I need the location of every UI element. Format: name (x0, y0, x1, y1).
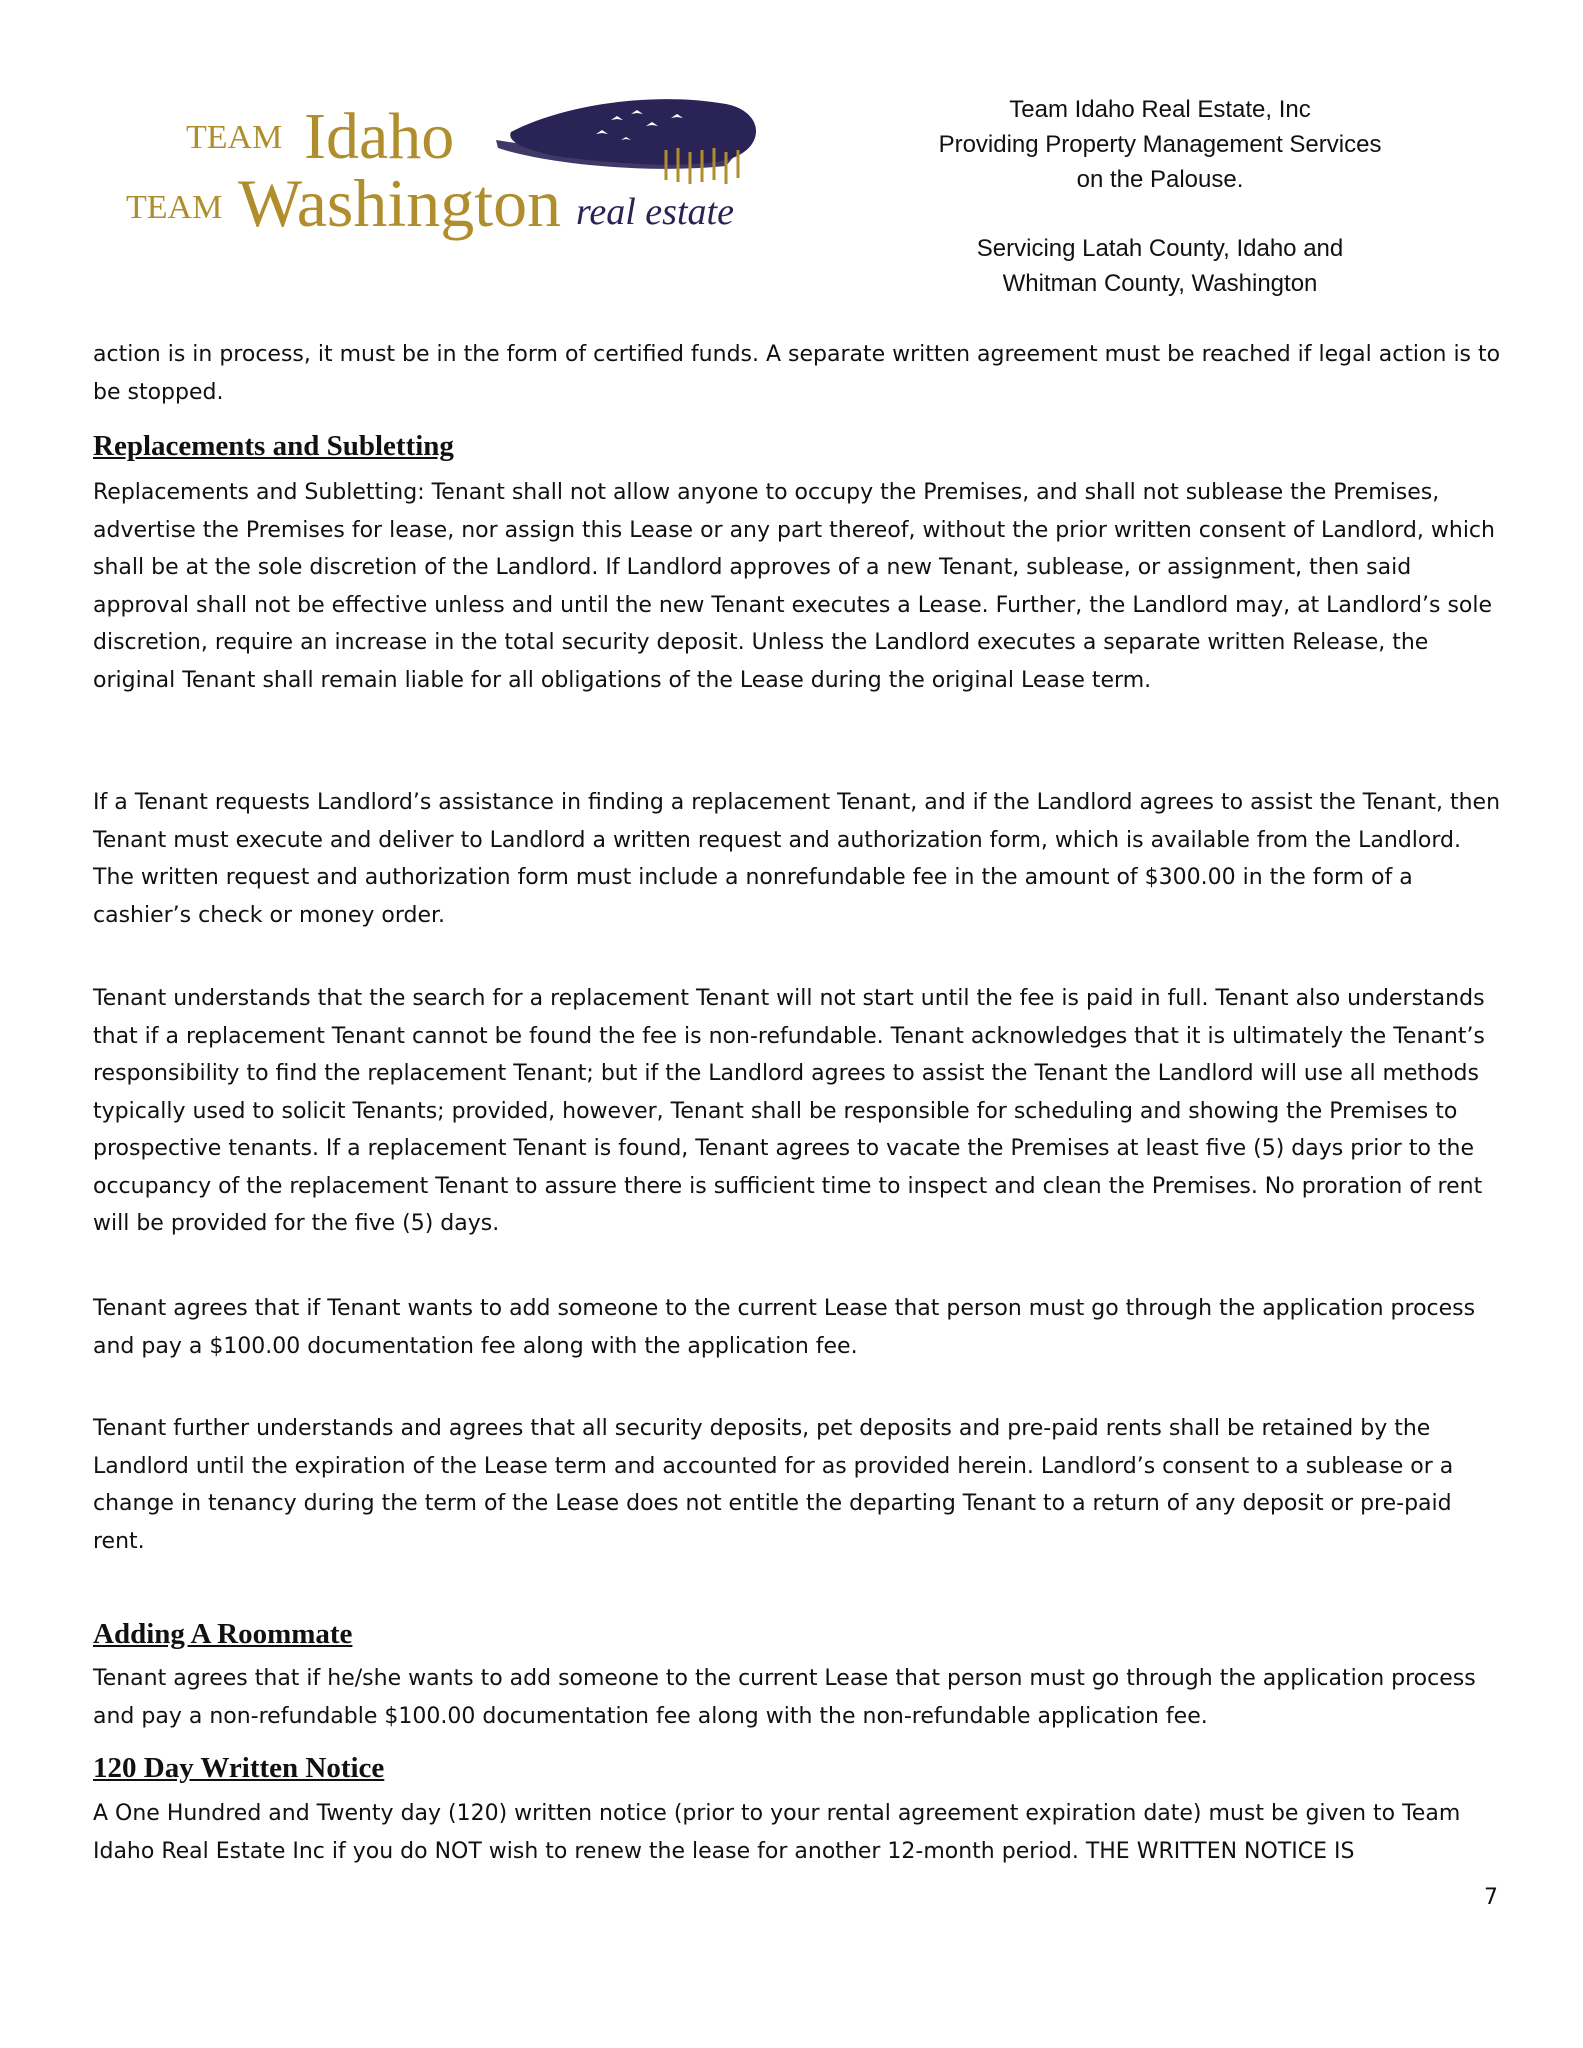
roommate-paragraph: Tenant agrees that if he/she wants to add someone to the current Lease that person must go through the application process and pay a non-refundable $100.00 documentation fee along with the non-refundable application fee. (93, 1666, 1476, 1729)
replacements-heading: Replacements and Subletting (93, 430, 454, 462)
servicing-line-1: Servicing Latah County, Idaho and (976, 235, 1344, 262)
page-number: 7 (1484, 1885, 1498, 1910)
notice-paragraph: A One Hundred and Twenty day (120) written notice (prior to your rental agreement expiration date) must be given to Team Idaho Real Estate Inc if you do NOT wish to renew the lease for another 12-month period. THE WRITTEN NOTICE IS (93, 1801, 1461, 1864)
services-line-1: Providing Property Management Services (938, 131, 1382, 158)
logo-washington-word: Washington (238, 165, 562, 241)
replacements-paragraph-5: Tenant further understands and agrees that all security deposits, pet deposits and pre-paid rents shall be retained by the Landlord until the expiration of the Lease term and accounted for as provided herein. Landlord’s consent to a sublease or a change in tenancy during the term of the Lease does not entitle the departing Tenant to a return of any deposit or pre-paid rent. (93, 1416, 1454, 1554)
services-line-2: on the Palouse. (1076, 166, 1244, 193)
logo-tagline: real estate (576, 191, 734, 233)
logo-team-washington-prefix: TEAM (126, 189, 223, 226)
company-name: Team Idaho Real Estate, Inc (1009, 96, 1311, 123)
servicing-line-2: Whitman County, Washington (1002, 270, 1318, 297)
roommate-heading: Adding A Roommate (93, 1618, 353, 1650)
replacements-paragraph-2: If a Tenant requests Landlord’s assistance in finding a replacement Tenant, and if the Landlord agrees to assist the Tenant, then Tenant must execute and deliver to Landlord a written request and authorization form, which is available from the Landlord. The written request and authorization form must include a nonrefundable fee in the amount of $300.00 in the form of a cashier’s check or money order. (93, 790, 1501, 928)
notice-heading: 120 Day Written Notice (93, 1752, 385, 1784)
logo-team-idaho-prefix: TEAM (186, 119, 283, 156)
company-header (850, 92, 1470, 301)
replacements-paragraph-1: Replacements and Subletting: Tenant shall not allow anyone to occupy the Premises, and shall not sublease the Premises, advertise the Premises for lease, nor assign this Lease or any part thereof, without the prior written consent of Landlord, which shall be at the sole discretion of the Landlord. If Landlord approves of a new Tenant, sublease, or assignment, then said approval shall not be effective unless and until the new Tenant executes a Lease. Further, the Landlord may, at Landlord’s sole discretion, require an increase in the total security deposit. Unless the Landlord executes a separate written Release, the original Tenant shall remain liable for all obligations of the Lease during the original Lease term. (93, 480, 1495, 693)
company-logo (126, 90, 766, 260)
replacements-paragraph-4: Tenant agrees that if Tenant wants to add someone to the current Lease that person must go through the application process and pay a $100.00 documentation fee along with the application fee. (93, 1296, 1476, 1359)
replacements-paragraph-3: Tenant understands that the search for a replacement Tenant will not start until the fee is paid in full. Tenant also understands that if a replacement Tenant cannot be found the fee is non-refundable. Tenant acknowledges that it is ultimately the Tenant’s responsibility to find the replacement Tenant; but if the Landlord agrees to assist the Tenant the Landlord will use all methods typically used to solicit Tenants; provided, however, Tenant shall be responsible for scheduling and showing the Premises to prospective tenants. If a replacement Tenant is found, Tenant agrees to vacate the Premises at least five (5) days prior to the occupancy of the replacement Tenant to assure there is sufficient time to inspect and clean the Premises. No proration of rent will be provided for the five (5) days. (93, 986, 1485, 1236)
logo-idaho-word: Idaho (304, 100, 455, 173)
continuation-paragraph: action is in process, it must be in the form of certified funds. A separate written agreement must be reached if legal action is to be stopped. (93, 342, 1501, 405)
